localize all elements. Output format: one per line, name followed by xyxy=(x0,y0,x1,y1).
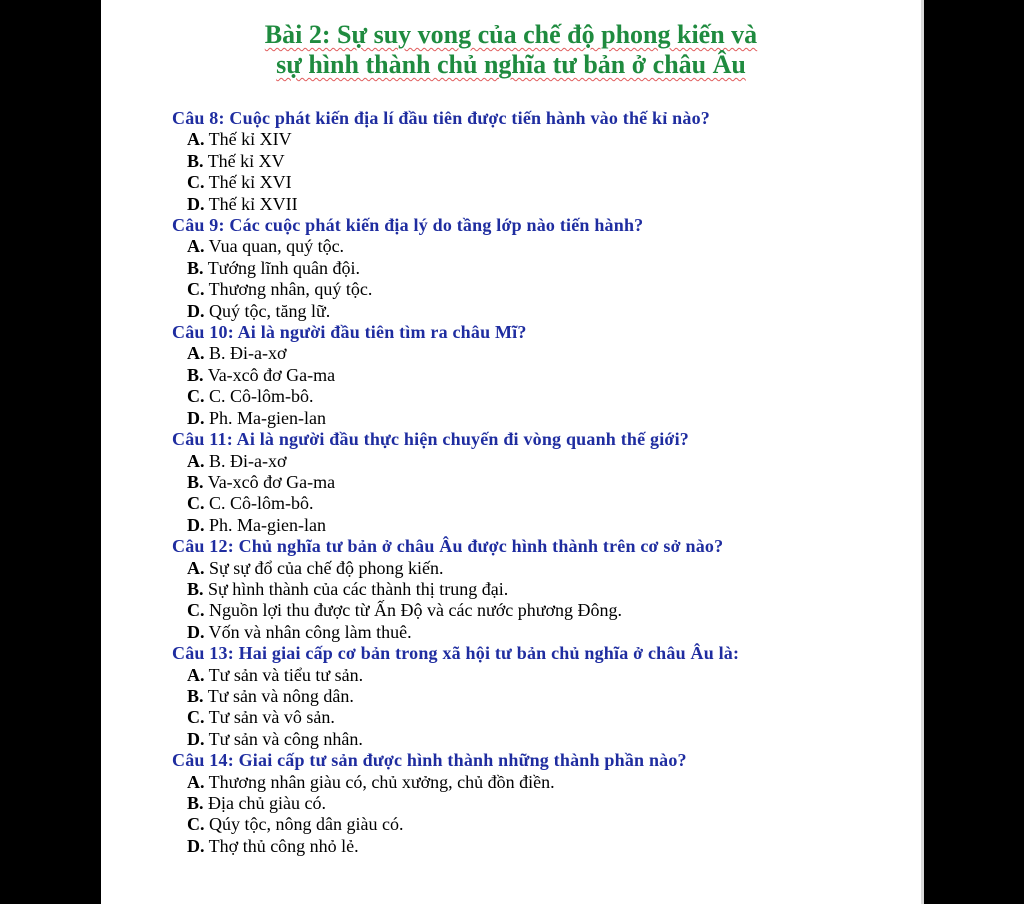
question-13-option-d: D. Tư sản và công nhân. xyxy=(187,728,363,749)
question-11: Câu 11: Ai là người đầu thực hiện chuyến đi vòng quanh thế giới? xyxy=(172,429,689,450)
question-9-option-b: B. Tướng lĩnh quân đội. xyxy=(187,257,360,278)
question-9: Câu 9: Các cuộc phát kiến địa lý do tầng lớp nào tiến hành? xyxy=(172,215,644,236)
question-9-option-a: A. Vua quan, quý tộc. xyxy=(187,236,345,257)
question-9-option-c: C. Thương nhân, quý tộc. xyxy=(187,279,373,300)
question-11-option-b: B. Va-xcô đơ Ga-ma xyxy=(187,471,336,492)
question-13-option-a: A. Tư sản và tiểu tư sản. xyxy=(187,664,364,685)
question-13-option-b: B. Tư sản và nông dân. xyxy=(187,685,354,706)
question-10: Câu 10: Ai là người đầu tiên tìm ra châu Mĩ? xyxy=(172,322,527,343)
question-14: Câu 14: Giai cấp tư sản được hình thành những thành phần nào? xyxy=(172,750,687,771)
question-12-option-a: A. Sự sự đổ của chế độ phong kiến. xyxy=(187,557,444,578)
question-10-option-b: B. Va-xcô đơ Ga-ma xyxy=(187,364,336,385)
question-14-option-c: C. Qúy tộc, nông dân giàu có. xyxy=(187,814,404,835)
lesson-title-line-2: sự hình thành chủ nghĩa tư bản ở châu Âu xyxy=(276,50,746,79)
document-page xyxy=(101,0,921,904)
question-12-option-c: C. Nguồn lợi thu được từ Ấn Độ và các nước phương Đông. xyxy=(187,600,623,621)
question-12-option-b: B. Sự hình thành của các thành thị trung đại. xyxy=(187,578,509,599)
question-11-option-a: A. B. Đi-a-xơ xyxy=(187,450,287,471)
question-12-option-d: D. Vốn và nhân công làm thuê. xyxy=(187,621,412,642)
question-10-option-a: A. B. Đi-a-xơ xyxy=(187,343,287,364)
question-8-option-c: C. Thế kỉ XVI xyxy=(187,172,292,193)
page-edge xyxy=(921,0,924,904)
question-14-option-b: B. Địa chủ giàu có. xyxy=(187,793,326,813)
question-8-option-b: B. Thế kỉ XV xyxy=(187,150,285,171)
question-10-option-d: D. Ph. Ma-gien-lan xyxy=(187,407,326,428)
question-9-option-d: D. Quý tộc, tăng lữ. xyxy=(187,300,331,321)
question-8-option-d: D. Thế kỉ XVII xyxy=(187,193,298,214)
question-12: Câu 12: Chủ nghĩa tư bản ở châu Âu được hình thành trên cơ sở nào? xyxy=(172,536,724,557)
question-10-option-c: C. C. Cô-lôm-bô. xyxy=(187,386,314,407)
question-13-option-c: C. Tư sản và vô sản. xyxy=(187,707,335,728)
question-14-option-a: A. Thương nhân giàu có, chủ xưởng, chủ đồn điền. xyxy=(187,771,555,792)
question-13: Câu 13: Hai giai cấp cơ bản trong xã hội tư bản chủ nghĩa ở châu Âu là: xyxy=(172,643,740,664)
question-8: Câu 8: Cuộc phát kiến địa lí đầu tiên được tiến hành vào thế kỉ nào? xyxy=(172,108,710,128)
question-11-option-c: C. C. Cô-lôm-bô. xyxy=(187,493,314,514)
question-14-option-d: D. Thợ thủ công nhỏ lẻ. xyxy=(187,835,359,856)
lesson-title-line-1: Bài 2: Sự suy vong của chế độ phong kiến và xyxy=(264,20,758,49)
question-8-option-a: A. Thế kỉ XIV xyxy=(187,129,292,150)
question-list xyxy=(172,108,912,857)
question-11-option-d: D. Ph. Ma-gien-lan xyxy=(187,514,326,535)
